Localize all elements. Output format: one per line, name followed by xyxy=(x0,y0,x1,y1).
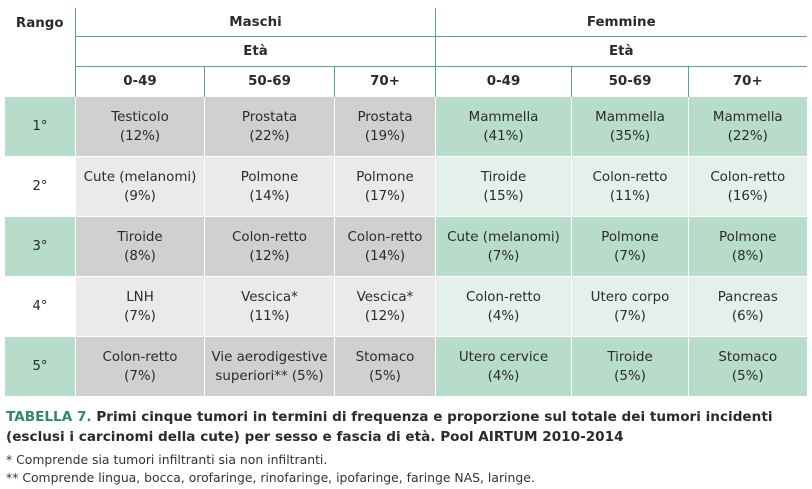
cell-femmine-50-69: Tiroide (5%) xyxy=(572,337,689,397)
table-row xyxy=(5,97,807,157)
femmine-age-50-69: 50-69 xyxy=(572,67,689,97)
cell-femmine-50-69: Utero corpo (7%) xyxy=(572,277,689,337)
cell-femmine-0-49: Mammella (41%) xyxy=(436,97,572,157)
cell-femmine-70plus: Pancreas (6%) xyxy=(689,277,807,337)
cell-femmine-70plus: Mammella (22%) xyxy=(689,97,807,157)
cell-maschi-0-49: Testicolo (12%) xyxy=(76,97,205,157)
cell-maschi-70plus: Prostata (19%) xyxy=(335,97,436,157)
cell-femmine-50-69: Mammella (35%) xyxy=(572,97,689,157)
femmine-age-0-49: 0-49 xyxy=(436,67,572,97)
cell-femmine-50-69: Colon-retto (11%) xyxy=(572,157,689,217)
rank-cell: 4° xyxy=(5,277,76,337)
maschi-header: Maschi xyxy=(76,8,436,37)
rank-cell: 5° xyxy=(5,337,76,397)
maschi-age-70plus: 70+ xyxy=(335,67,436,97)
cell-femmine-70plus: Colon-retto (16%) xyxy=(689,157,807,217)
tumor-ranking-table xyxy=(4,8,807,396)
footnote-1: * Comprende sia tumori infiltranti sia non infiltranti. xyxy=(6,452,328,467)
table-row xyxy=(5,277,807,337)
cell-maschi-0-49: Tiroide (8%) xyxy=(76,217,205,277)
table-row xyxy=(5,217,807,277)
cell-maschi-0-49: Cute (melanomi) (9%) xyxy=(76,157,205,217)
cell-maschi-70plus: Polmone (17%) xyxy=(335,157,436,217)
femmine-age-70plus: 70+ xyxy=(689,67,807,97)
cell-maschi-50-69: Vescica* (11%) xyxy=(205,277,335,337)
rango-header: Rango xyxy=(5,8,76,97)
caption-label: TABELLA 7. xyxy=(6,409,92,425)
maschi-age-0-49: 0-49 xyxy=(76,67,205,97)
cell-maschi-50-69: Vie aerodigestive superiori** (5%) xyxy=(205,337,335,397)
cell-femmine-70plus: Polmone (8%) xyxy=(689,217,807,277)
cell-maschi-0-49: Colon-retto (7%) xyxy=(76,337,205,397)
cell-maschi-70plus: Colon-retto (14%) xyxy=(335,217,436,277)
maschi-eta-header: Età xyxy=(76,37,436,67)
table-row xyxy=(5,337,807,397)
rank-cell: 1° xyxy=(5,97,76,157)
cell-maschi-50-69: Polmone (14%) xyxy=(205,157,335,217)
cell-femmine-70plus: Stomaco (5%) xyxy=(689,337,807,397)
cell-femmine-0-49: Tiroide (15%) xyxy=(436,157,572,217)
cell-femmine-50-69: Polmone (7%) xyxy=(572,217,689,277)
cell-maschi-70plus: Stomaco (5%) xyxy=(335,337,436,397)
table-row xyxy=(5,157,807,217)
table-caption xyxy=(6,407,806,447)
cell-maschi-50-69: Colon-retto (12%) xyxy=(205,217,335,277)
cell-maschi-50-69: Prostata (22%) xyxy=(205,97,335,157)
rank-cell: 2° xyxy=(5,157,76,217)
footnote-2: ** Comprende lingua, bocca, orofaringe, rinofaringe, ipofaringe, faringe NAS, laringe. xyxy=(6,470,535,485)
maschi-age-50-69: 50-69 xyxy=(205,67,335,97)
rank-cell: 3° xyxy=(5,217,76,277)
cell-femmine-0-49: Cute (melanomi) (7%) xyxy=(436,217,572,277)
cell-maschi-70plus: Vescica* (12%) xyxy=(335,277,436,337)
cell-femmine-0-49: Utero cervice (4%) xyxy=(436,337,572,397)
caption-text: Primi cinque tumori in termini di frequenza e proporzione sul totale dei tumori incidenti (esclusi i carcinomi della cute) per sesso e fascia di età. Pool AIRTUM 2010-2014 xyxy=(6,409,773,445)
femmine-header: Femmine xyxy=(436,8,807,37)
cell-maschi-0-49: LNH (7%) xyxy=(76,277,205,337)
femmine-eta-header: Età xyxy=(436,37,807,67)
cell-femmine-0-49: Colon-retto (4%) xyxy=(436,277,572,337)
